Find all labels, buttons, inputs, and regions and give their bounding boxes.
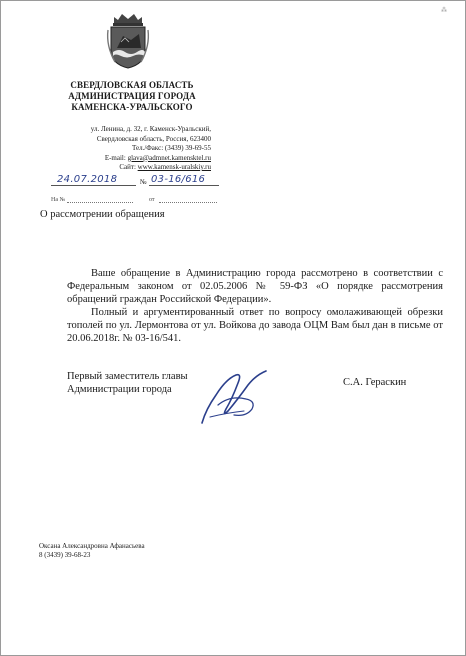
signature-image xyxy=(196,365,276,429)
site-line xyxy=(53,163,211,173)
number-label: № xyxy=(140,178,147,186)
signer-position xyxy=(67,370,188,396)
org-line-1: СВЕРДЛОВСКАЯ ОБЛАСТЬ xyxy=(70,80,194,90)
reference-line xyxy=(51,194,221,204)
letter-body xyxy=(67,267,443,345)
registration-date: 24.07.2018 xyxy=(57,174,118,185)
ref-no-underline xyxy=(67,202,133,203)
signer-position-line-1: Первый заместитель главы xyxy=(67,371,188,382)
body-paragraph-1: Ваше обращение в Администрацию города рассмотрено в соответствии с Федеральным законом от 02.05.2006 № 59-ФЗ «О порядке рассмотрения обращений граждан Российской Федерации». xyxy=(67,268,443,305)
org-line-3: КАМЕНСКА-УРАЛЬСКОГО xyxy=(71,102,193,112)
address-line-1: ул. Ленина, д. 32, г. Каменск-Уральский, xyxy=(90,125,211,133)
signer-position-line-2: Администрации города xyxy=(67,384,172,395)
email-link[interactable]: glava@admnet.kamensktel.ru xyxy=(127,153,211,162)
body-paragraph-2: Полный и аргументированный ответ по вопросу омолаживающей обрезки тополей по ул. Лермонтова от ул. Войкова до завода ОЦМ Вам был дан в письме от 20.06.2018г. № 03-16/541. xyxy=(67,307,443,344)
corner-mark: ⁂ xyxy=(441,8,447,14)
letter-subject: О рассмотрении обращения xyxy=(40,209,165,220)
coat-of-arms-icon xyxy=(105,12,151,70)
ref-from-label: от xyxy=(149,197,155,203)
executor-phone: 8 (3439) 39-68-23 xyxy=(39,551,91,559)
registration-number: 03-16/616 xyxy=(151,174,206,185)
address-line-2: Свердловская область, Россия, 623400 xyxy=(96,134,211,143)
email-label: E-mail: xyxy=(104,153,128,162)
executor-block xyxy=(39,542,145,560)
email-line xyxy=(53,154,211,164)
site-link[interactable]: www.kamensk-uralskiy.ru xyxy=(137,163,211,171)
site-label: Сайт: xyxy=(119,163,138,171)
date-underline xyxy=(51,185,136,186)
executor-name: Оксана Александровна Афанасьева xyxy=(39,542,145,550)
ref-from-underline xyxy=(159,202,217,203)
signer-name: С.А. Гераскин xyxy=(343,377,407,388)
organization-name xyxy=(57,80,207,113)
registration-line xyxy=(51,173,221,189)
phone-line: Тел./Факс: (3439) 39-69-55 xyxy=(131,144,211,152)
org-line-2: АДМИНИСТРАЦИЯ ГОРОДА xyxy=(68,91,196,101)
ref-no-label: На № xyxy=(51,197,66,203)
number-underline xyxy=(149,185,219,186)
address-block xyxy=(53,125,211,173)
